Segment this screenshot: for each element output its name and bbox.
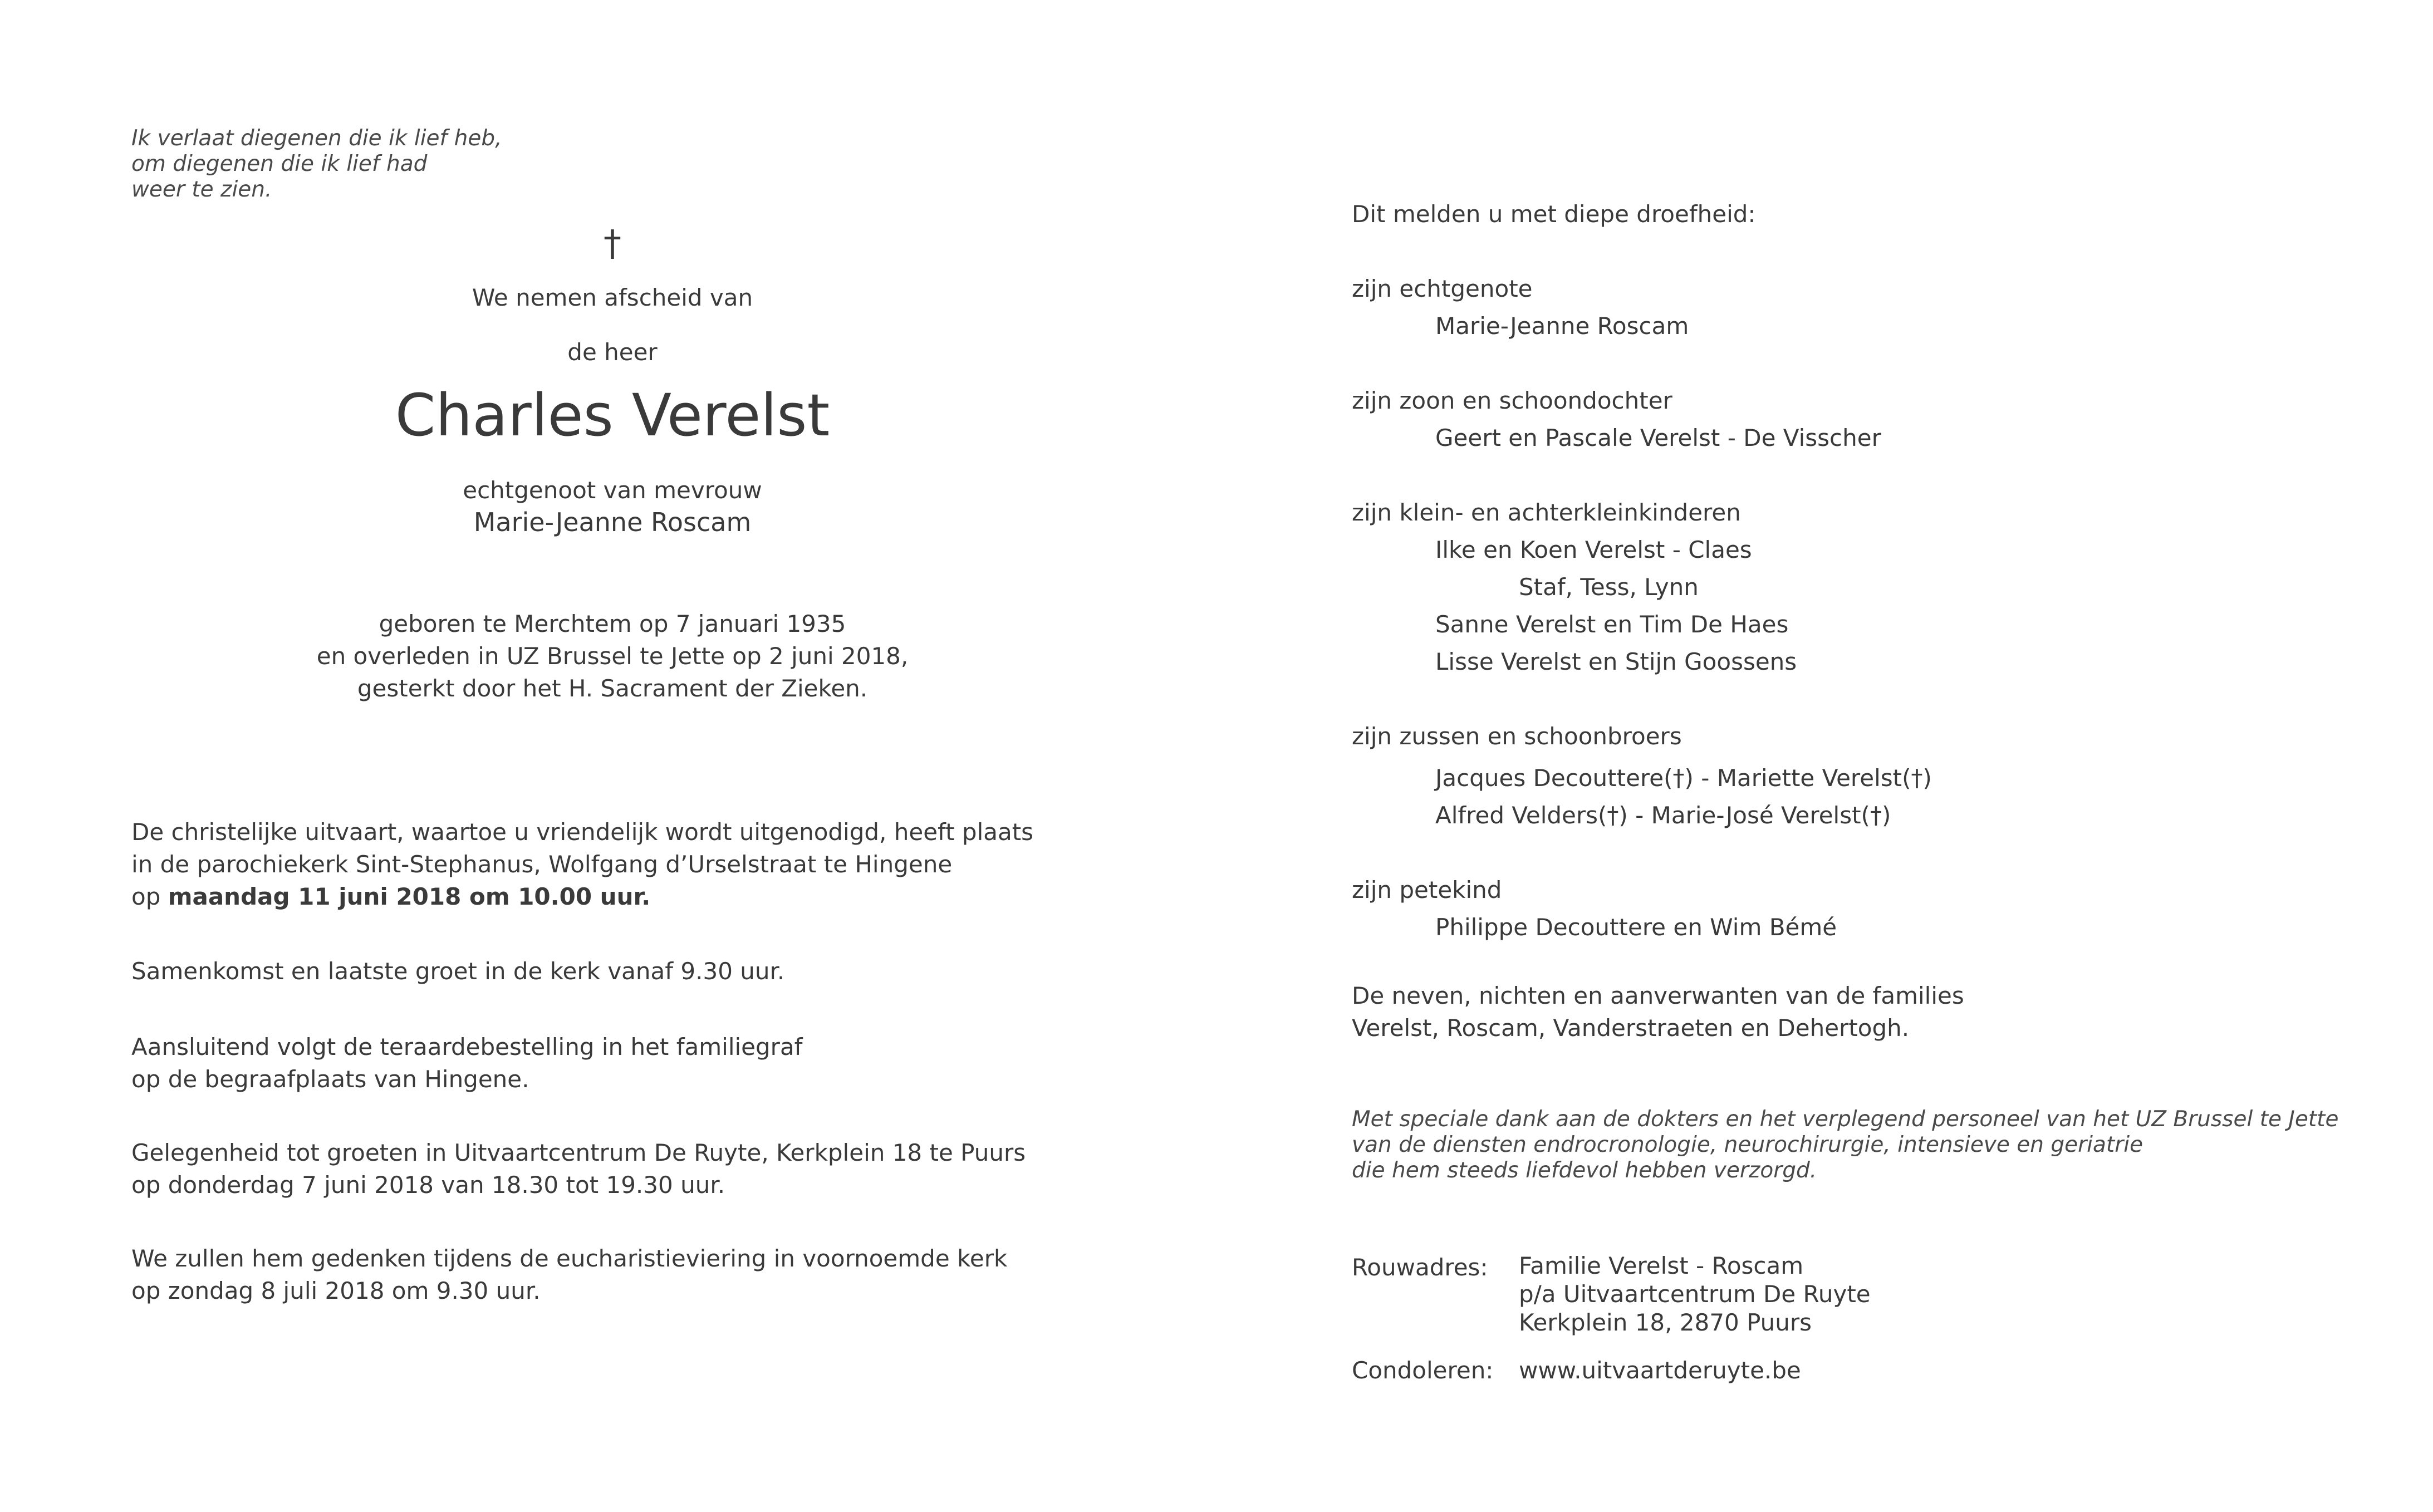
relatives-line: Verelst, Roscam, Vanderstraeten en Dehertogh.	[1352, 1014, 1910, 1042]
wife-label: zijn echtgenote	[1352, 275, 1533, 302]
remembrance-line: op zondag 8 juli 2018 om 9.30 uur.	[131, 1277, 541, 1304]
birth-death	[223, 608, 1002, 705]
funeral-line: in de parochiekerk Sint-Stephanus, Wolfgang d’Urselstraat te Hingene	[131, 851, 953, 878]
title-text: de heer	[567, 338, 658, 366]
son-label: zijn zoon en schoondochter	[1352, 387, 1672, 414]
godchild-name: Philippe Decouttere en Wim Bémé	[1435, 914, 1837, 941]
wife-name: Marie-Jeanne Roscam	[1435, 312, 1689, 340]
thanks-paragraph	[1352, 1107, 2410, 1184]
grandchild-entry: Lisse Verelst en Stijn Goossens	[1435, 648, 1797, 675]
thanks-line: Met speciale dank aan de dokters en het verplegend personeel van het UZ Brussel te Jette	[1352, 1107, 2339, 1132]
quote	[131, 126, 688, 203]
relatives-paragraph	[1352, 980, 2354, 1044]
condolence-link[interactable]: www.uitvaartderuyte.be	[1519, 1357, 1801, 1384]
relatives-line: De neven, nichten en aanverwanten van de families	[1352, 982, 1964, 1009]
sister-entry: Jacques Decouttere(†) - Mariette Verelst(†)	[1435, 764, 1932, 792]
funeral-date: maandag 11 juni 2018 om 10.00 uur.	[168, 883, 651, 910]
deceased-name: Charles Verelst	[395, 381, 830, 449]
burial-line: op de begraafplaats van Hingene.	[131, 1066, 529, 1093]
remembrance-paragraph	[131, 1243, 1134, 1307]
thanks-line: van de diensten endrocronologie, neurochirurgie, intensieve en geriatrie	[1352, 1132, 2143, 1157]
son-name: Geert en Pascale Verelst - De Visscher	[1435, 424, 1881, 451]
funeral-line	[131, 881, 1134, 913]
farewell-text: We nemen afscheid van	[472, 284, 753, 311]
burial-paragraph	[131, 1031, 1134, 1096]
thanks-line: die hem steeds liefdevol hebben verzorgd.	[1352, 1158, 1817, 1183]
funeral-line: De christelijke uitvaart, waartoe u vriendelijk wordt uitgenodigd, heeft plaats	[131, 818, 1034, 846]
birth-death-line: gesterkt door het H. Sacrament der Zieken.	[357, 675, 868, 702]
cross-icon: †	[604, 223, 621, 264]
intro-text: Dit melden u met diepe droefheid:	[1352, 200, 1756, 228]
address-line: Kerkplein 18, 2870 Puurs	[1519, 1309, 1812, 1336]
remembrance-line: We zullen hem gedenken tijdens de eucharistieviering in voornoemde kerk	[131, 1245, 1008, 1272]
grandchild-entry: Staf, Tess, Lynn	[1519, 573, 1699, 601]
grandchild-entry: Sanne Verelst en Tim De Haes	[1435, 611, 1789, 638]
funeral-paragraph	[131, 816, 1134, 913]
address-label: Rouwadres:	[1352, 1254, 1488, 1281]
gathering-text: Samenkomst en laatste groet in de kerk vanaf 9.30 uur.	[131, 958, 785, 985]
sister-entry: Alfred Velders(†) - Marie-José Verelst(†)	[1435, 802, 1891, 829]
funeral-date-prefix: op	[131, 883, 168, 910]
grandchildren-label: zijn klein- en achterkleinkinderen	[1352, 499, 1741, 526]
address-line: Familie Verelst - Roscam	[1519, 1252, 1804, 1279]
condolence-label: Condoleren:	[1352, 1357, 1494, 1384]
quote-line: om diegenen die ik lief had	[131, 151, 428, 176]
viewing-line: Gelegenheid tot groeten in Uitvaartcentrum De Ruyte, Kerkplein 18 te Puurs	[131, 1139, 1026, 1166]
sisters-label: zijn zussen en schoonbroers	[1352, 723, 1682, 750]
birth-death-line: en overleden in UZ Brussel te Jette op 2 juni 2018,	[316, 642, 909, 670]
godchild-label: zijn petekind	[1352, 876, 1502, 904]
birth-death-line: geboren te Merchtem op 7 januari 1935	[379, 610, 846, 637]
quote-line: Ik verlaat diegenen die ik lief heb,	[131, 126, 502, 151]
quote-line: weer te zien.	[131, 177, 272, 202]
grandchild-entry: Ilke en Koen Verelst - Claes	[1435, 536, 1752, 563]
viewing-line: op donderdag 7 juni 2018 van 18.30 tot 19.30 uur.	[131, 1171, 725, 1199]
address-line: p/a Uitvaartcentrum De Ruyte	[1519, 1280, 1871, 1308]
address-block	[1519, 1251, 1871, 1337]
burial-line: Aansluitend volgt de teraardebestelling in het familiegraf	[131, 1033, 803, 1061]
spouse-label: echtgenoot van mevrouw	[463, 477, 762, 504]
spouse-name: Marie-Jeanne Roscam	[473, 507, 752, 537]
viewing-paragraph	[131, 1137, 1134, 1201]
